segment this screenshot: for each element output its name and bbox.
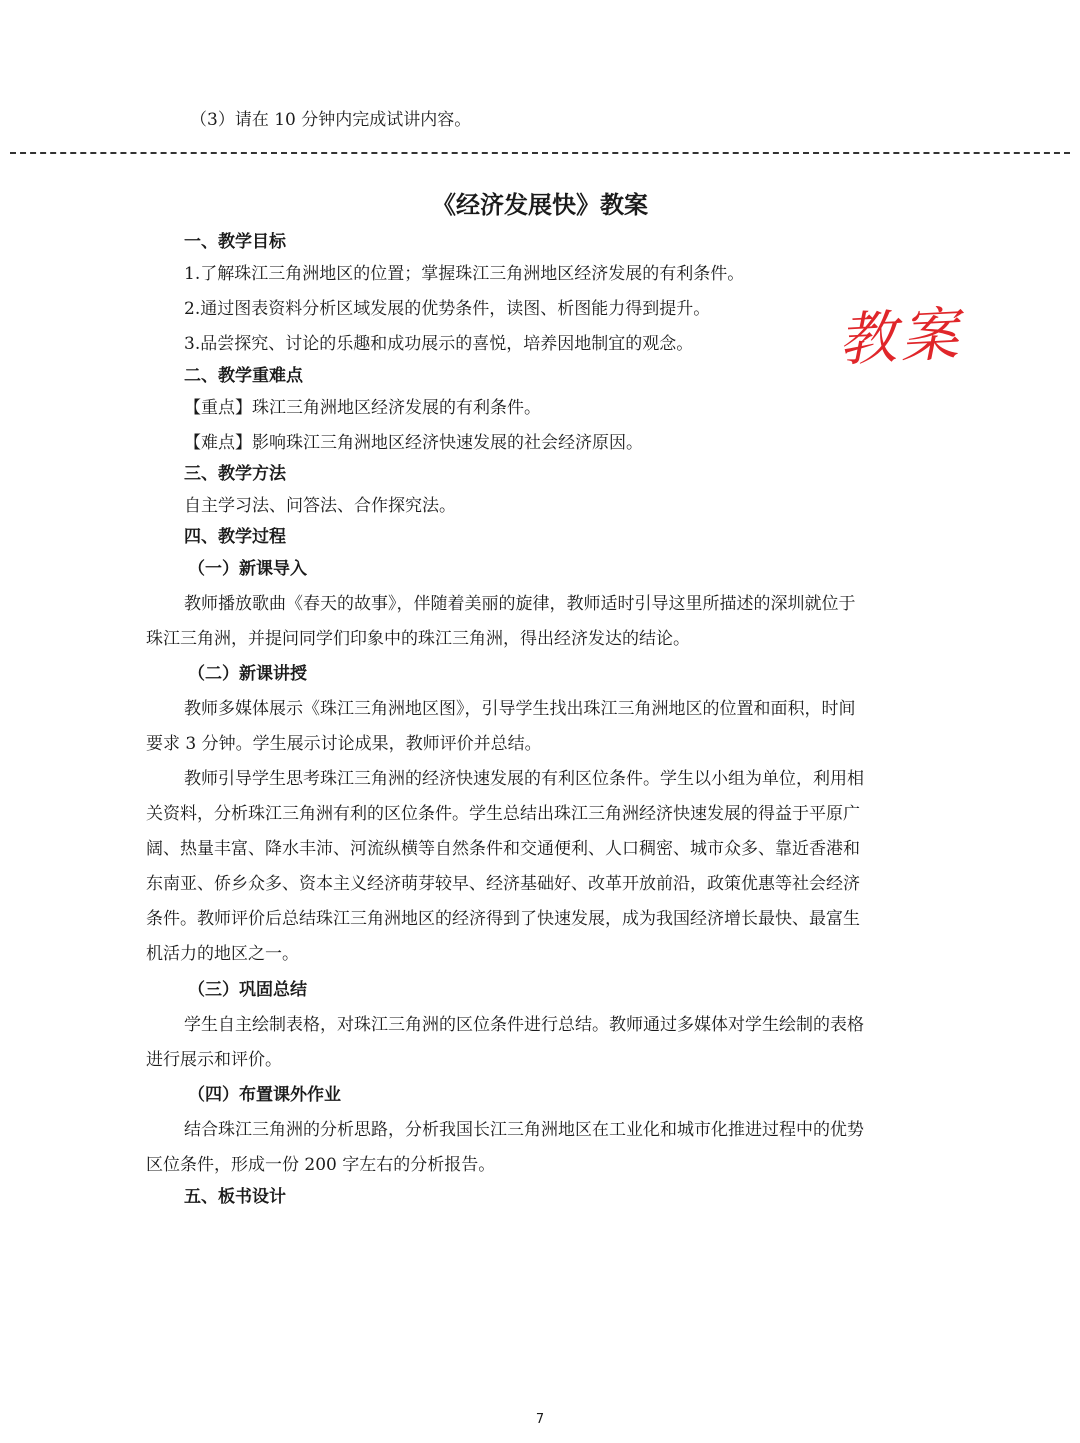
subsection-teaching-heading: （二）新课讲授 bbox=[188, 664, 307, 684]
teaching-line-8: 机活力的地区之一。 bbox=[146, 944, 299, 964]
key-point: 【重点】珠江三角洲地区经济发展的有利条件。 bbox=[184, 398, 541, 418]
teaching-line-2: 要求 3 分钟。学生展示讨论成果，教师评价并总结。 bbox=[146, 734, 542, 754]
page-number: 7 bbox=[535, 1412, 545, 1427]
subsection-homework-heading: （四）布置课外作业 bbox=[188, 1085, 341, 1105]
teaching-line-5: 阔、热量丰富、降水丰沛、河流纵横等自然条件和交通便利、人口稠密、城市众多、靠近香港和 bbox=[146, 839, 860, 859]
dashed-divider bbox=[10, 152, 1070, 154]
objective-1: 1.了解珠江三角洲地区的位置；掌握珠江三角洲地区经济发展的有利条件。 bbox=[184, 264, 745, 284]
section-4-heading: 四、教学过程 bbox=[184, 527, 286, 547]
objective-3: 3.品尝探究、讨论的乐趣和成功展示的喜悦，培养因地制宜的观念。 bbox=[184, 334, 694, 354]
subsection-summary-heading: （三）巩固总结 bbox=[188, 980, 307, 1000]
section-3-heading: 三、教学方法 bbox=[184, 464, 286, 484]
section-1-heading: 一、教学目标 bbox=[184, 232, 286, 252]
teaching-line-1: 教师多媒体展示《珠江三角洲地区图》，引导学生找出珠江三角洲地区的位置和面积，时间 bbox=[184, 699, 856, 719]
objective-2: 2.通过图表资料分析区域发展的优势条件，读图、析图能力得到提升。 bbox=[184, 299, 711, 319]
page-title: 《经济发展快》教案 bbox=[432, 191, 648, 219]
teaching-line-7: 条件。教师评价后总结珠江三角洲地区的经济得到了快速发展，成为我国经济增长最快、最富生 bbox=[146, 909, 860, 929]
teaching-line-4: 关资料，分析珠江三角洲有利的区位条件。学生总结出珠江三角洲经济快速发展的得益于平原广 bbox=[146, 804, 860, 824]
homework-line-1: 结合珠江三角洲的分析思路，分析我国长江三角洲地区在工业化和城市化推进过程中的优势 bbox=[184, 1120, 864, 1140]
methods-text: 自主学习法、问答法、合作探究法。 bbox=[184, 496, 456, 516]
summary-line-1: 学生自主绘制表格，对珠江三角洲的区位条件进行总结。教师通过多媒体对学生绘制的表格 bbox=[184, 1015, 864, 1035]
subsection-intro-heading: （一）新课导入 bbox=[188, 559, 307, 579]
top-note: （3）请在 10 分钟内完成试讲内容。 bbox=[190, 110, 472, 130]
handwritten-stamp: 教案 bbox=[836, 299, 964, 375]
difficult-point: 【难点】影响珠江三角洲地区经济快速发展的社会经济原因。 bbox=[184, 433, 643, 453]
teaching-line-6: 东南亚、侨乡众多、资本主义经济萌芽较早、经济基础好、改革开放前沿，政策优惠等社会经济 bbox=[146, 874, 860, 894]
intro-line-2: 珠江三角洲，并提问同学们印象中的珠江三角洲，得出经济发达的结论。 bbox=[146, 629, 690, 649]
homework-line-2: 区位条件，形成一份 200 字左右的分析报告。 bbox=[146, 1155, 496, 1175]
summary-line-2: 进行展示和评价。 bbox=[146, 1050, 282, 1070]
section-2-heading: 二、教学重难点 bbox=[184, 366, 303, 386]
intro-line-1: 教师播放歌曲《春天的故事》，伴随着美丽的旋律，教师适时引导这里所描述的深圳就位于 bbox=[184, 594, 856, 614]
section-5-heading: 五、板书设计 bbox=[184, 1187, 286, 1207]
teaching-line-3: 教师引导学生思考珠江三角洲的经济快速发展的有利区位条件。学生以小组为单位，利用相 bbox=[184, 769, 864, 789]
